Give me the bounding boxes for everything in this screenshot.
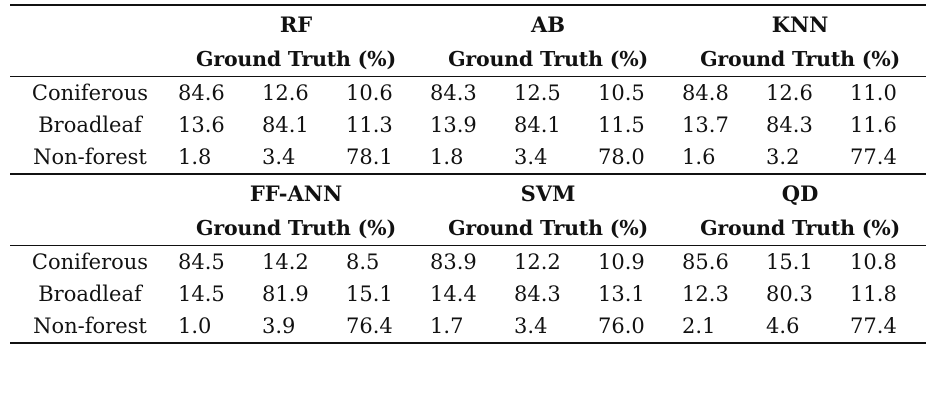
model-name: KNN <box>674 5 926 42</box>
model-name: AB <box>422 5 674 42</box>
model-header-row <box>10 5 926 42</box>
table-cell: 13.9 <box>430 113 477 137</box>
confusion-matrix-table <box>10 4 926 344</box>
table-cell: 3.9 <box>254 310 338 343</box>
corner-cell <box>10 42 170 77</box>
table-row <box>10 141 926 174</box>
table-cell: 84.3 <box>422 77 506 110</box>
row-label: Broadleaf <box>38 113 142 137</box>
table-cell: 12.2 <box>506 246 590 279</box>
table-cell: 84.1 <box>514 113 561 137</box>
ground-truth-label: Ground Truth (%) <box>700 216 901 240</box>
table-cell: 78.1 <box>346 145 393 169</box>
table-cell: 1.0 <box>170 310 254 343</box>
table-cell: 15.1 <box>758 246 842 279</box>
table-cell: 10.6 <box>338 77 422 110</box>
table-cell: 12.3 <box>682 282 729 306</box>
row-label: Coniferous <box>10 246 170 279</box>
ground-truth-header-row <box>10 211 926 246</box>
ground-truth-label: Ground Truth (%) <box>448 216 648 240</box>
row-label: Coniferous <box>10 77 170 110</box>
table-cell: 76.4 <box>338 310 422 343</box>
table-cell: 11.8 <box>850 282 897 306</box>
table-cell: 85.6 <box>674 246 758 279</box>
table-row <box>10 278 926 310</box>
row-label: Non-forest <box>33 145 147 169</box>
table-cell: 1.7 <box>422 310 506 343</box>
table-cell: 15.1 <box>346 282 393 306</box>
table-cell: 3.4 <box>514 145 548 169</box>
table-cell: 84.3 <box>514 282 561 306</box>
row-label: Broadleaf <box>38 282 142 306</box>
table-cell: 10.9 <box>590 246 674 279</box>
table-cell: 14.2 <box>254 246 338 279</box>
table-cell: 12.6 <box>758 77 842 110</box>
table-cell: 11.0 <box>842 77 926 110</box>
table-cell: 8.5 <box>338 246 422 279</box>
table-cell: 3.4 <box>506 310 590 343</box>
model-name: SVM <box>422 174 674 211</box>
table-cell: 84.3 <box>766 113 813 137</box>
table-row <box>10 109 926 141</box>
table-cell: 84.1 <box>262 113 309 137</box>
table-cell: 13.7 <box>682 113 729 137</box>
table-cell: 84.6 <box>170 77 254 110</box>
table-cell: 14.5 <box>178 282 225 306</box>
corner-cell <box>10 211 170 246</box>
table-row <box>10 77 926 110</box>
table-cell: 83.9 <box>422 246 506 279</box>
table-cell: 13.6 <box>178 113 225 137</box>
corner-cell <box>10 174 170 211</box>
table-cell: 10.8 <box>842 246 926 279</box>
table-cell: 81.9 <box>262 282 309 306</box>
table-cell: 12.6 <box>254 77 338 110</box>
table-cell: 14.4 <box>430 282 477 306</box>
table-cell: 76.0 <box>590 310 674 343</box>
table-cell: 77.4 <box>850 145 897 169</box>
ground-truth-header-row <box>10 42 926 77</box>
ground-truth-label: Ground Truth (%) <box>448 47 648 71</box>
table-cell: 1.8 <box>178 145 212 169</box>
table-cell: 11.5 <box>598 113 645 137</box>
table-row <box>10 246 926 279</box>
model-name: QD <box>674 174 926 211</box>
table-cell: 84.5 <box>170 246 254 279</box>
table-cell: 3.4 <box>262 145 296 169</box>
table-cell: 1.6 <box>682 145 716 169</box>
table-cell: 4.6 <box>758 310 842 343</box>
confusion-matrix-table-container <box>10 4 926 344</box>
table-cell: 11.6 <box>850 113 897 137</box>
model-header-row <box>10 174 926 211</box>
table-cell: 10.5 <box>590 77 674 110</box>
table-cell: 3.2 <box>766 145 800 169</box>
table-cell: 2.1 <box>674 310 758 343</box>
table-cell: 80.3 <box>766 282 813 306</box>
ground-truth-label: Ground Truth (%) <box>196 216 396 240</box>
model-name: FF-ANN <box>170 174 422 211</box>
table-cell: 11.3 <box>346 113 393 137</box>
row-label: Non-forest <box>10 310 170 343</box>
corner-cell <box>10 5 170 42</box>
ground-truth-label: Ground Truth (%) <box>700 47 901 71</box>
table-cell: 77.4 <box>842 310 926 343</box>
table-row <box>10 310 926 343</box>
table-cell: 1.8 <box>430 145 464 169</box>
table-cell: 13.1 <box>598 282 645 306</box>
table-cell: 84.8 <box>674 77 758 110</box>
model-name: RF <box>170 5 422 42</box>
table-cell: 78.0 <box>598 145 645 169</box>
ground-truth-label: Ground Truth (%) <box>196 47 396 71</box>
table-cell: 12.5 <box>506 77 590 110</box>
